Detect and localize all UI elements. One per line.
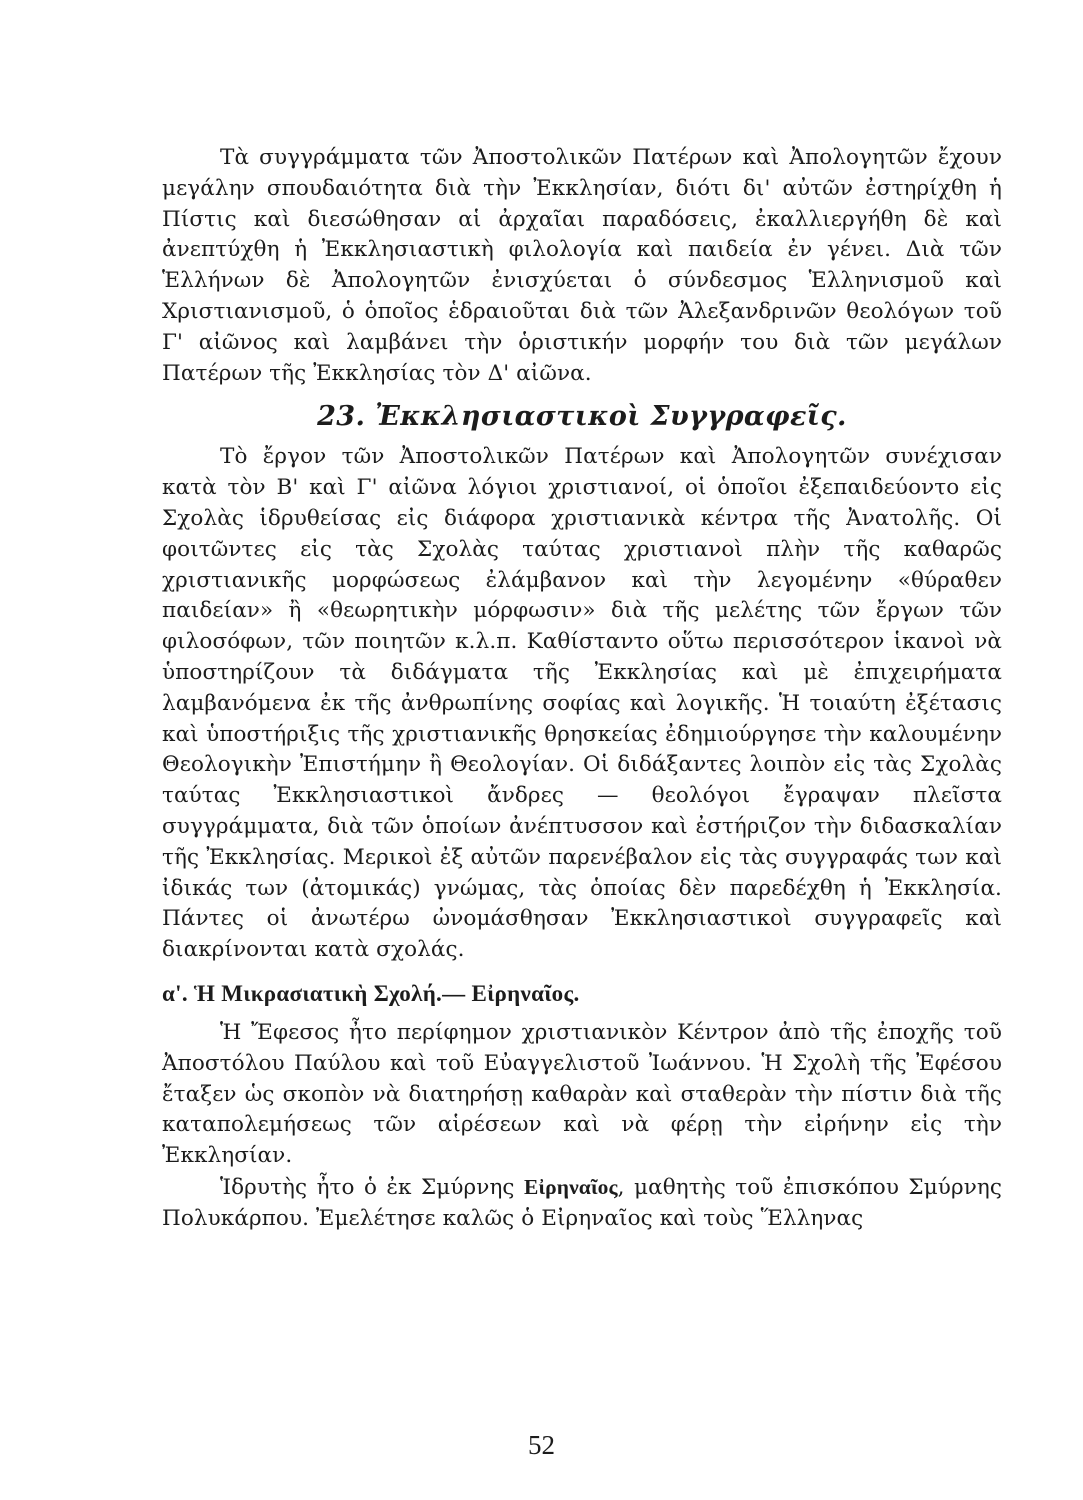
- page-body: [162, 143, 1002, 1235]
- text-before-name: Ἱδρυτὴς ἦτο ὁ ἐκ Σμύρνης: [220, 1174, 524, 1200]
- subsection-heading: α'. Ἡ Μικρασιατικὴ Σχολή.— Εἰρηναῖος.: [162, 980, 580, 1006]
- intro-paragraph: Τὰ συγγράμματα τῶν Ἀποστολικῶν Πατέρων καὶ Ἀπολογητῶν ἔχουν μεγάλην σπουδαιότητα διὰ τὴν Ἐκκλησίαν, διότι δι' αὐτῶν ἐστηρίχθη ἡ Πίστις καὶ διεσώθησαν αἱ ἀρχαῖαι παραδόσεις, ἐκαλλιεργήθη δὲ καὶ ἀνεπτύχθη ἡ Ἐκκλησιαστικὴ φιλολογία καὶ παιδεία ἐν γένει. Διὰ τῶν Ἑλλήνων δὲ Ἀπολογητῶν ἐνισχύεται ὁ σύνδεσμος Ἑλληνισμοῦ καὶ Χριστιανισμοῦ, ὁ ὁποῖος ἑδραιοῦται διὰ τῶν Ἀλεξανδρινῶν θεολόγων τοῦ Γ' αἰῶνος καὶ λαμβάνει τὴν ὁριστικήν μορφήν του διὰ τῶν μεγάλων Πατέρων τῆς Ἐκκλησίας τὸν Δ' αἰῶνα.: [162, 145, 1002, 386]
- section-heading: 23. Ἐκκλησιαστικοὶ Συγγραφεῖς.: [317, 401, 847, 433]
- text-after-name: , μαθητὴς τοῦ ἐπισκόπου Σμύρνης Πολυκάρπου. Ἐμελέτησε καλῶς ὁ Εἰρηναῖος καὶ τοὺς Ἕλληνας: [162, 1174, 1002, 1231]
- name-eirenaios: Εἰρηναῖος: [523, 1174, 618, 1199]
- subsection-paragraph-2: [162, 1172, 1002, 1235]
- section-paragraph: Τὸ ἔργον τῶν Ἀποστολικῶν Πατέρων καὶ Ἀπολογητῶν συνέχισαν κατὰ τὸν Β' καὶ Γ' αἰῶνα λόγιοι χριστιανοί, οἱ ὁποῖοι ἐξεπαιδεύοντο εἰς Σχολὰς ἱδρυθείσας εἰς διάφορα χριστιανικὰ κέντρα τῆς Ἀνατολῆς. Οἱ φοιτῶντες εἰς τὰς Σχολὰς ταύτας χριστιανοὶ πλὴν τῆς καθαρῶς χριστιανικῆς μορφώσεως ἐλάμβανον καὶ τὴν λεγομένην «θύραθεν παιδείαν» ἢ «θεωρητικὴν μόρφωσιν» διὰ τῆς μελέτης τῶν ἔργων τῶν φιλοσόφων, τῶν ποιητῶν κ.λ.π. Καθίσταντο οὕτω περισσότερον ἱκανοὶ νὰ ὑποστηρίζουν τὰ διδάγματα τῆς Ἐκκλησίας καὶ μὲ ἐπιχειρήματα λαμβανόμενα ἐκ τῆς ἀνθρωπίνης σοφίας καὶ λογικῆς. Ἡ τοιαύτη ἐξέτασις καὶ ὑποστήριξις τῆς χριστιανικῆς θρησκείας ἐδημιούργησε τὴν καλουμένην Θεολογικὴν Ἐπιστήμην ἢ Θεολογίαν. Οἱ διδάξαντες λοιπὸν εἰς τὰς Σχολὰς ταύτας Ἐκκλησιαστικοὶ ἄνδρες — θεολόγοι ἔγραψαν πλεῖστα συγγράμματα, διὰ τῶν ὁποίων ἀνέπτυσσον καὶ ἐστήριζον τὴν διδασκαλίαν τῆς Ἐκκλησίας. Μερικοὶ ἐξ αὐτῶν παρενέβαλον εἰς τὰς συγγραφάς των καὶ ἰδικάς των (ἀτομικάς) γνώμας, τὰς ὁποίας δὲν παρεδέχθη ἡ Ἐκκλησία. Πάντες οἱ ἀνωτέρω ὠνομάσθησαν Ἐκκλησιαστικοὶ συγγραφεῖς καὶ διακρίνονται κατὰ σχολάς.: [162, 444, 1002, 963]
- subsection-paragraph-1: Ἡ Ἔφεσος ἦτο περίφημον χριστιανικὸν Κέντρον ἀπὸ τῆς ἐποχῆς τοῦ Ἀποστόλου Παύλου καὶ τοῦ Εὐαγγελιστοῦ Ἰωάννου. Ἡ Σχολὴ τῆς Ἐφέσου ἔταξεν ὡς σκοπὸν νὰ διατηρήσῃ καθαρὰν καὶ σταθερὰν τὴν πίστιν διὰ τῆς καταπολεμήσεως τῶν αἱρέσεων καὶ νὰ φέρῃ τὴν εἰρήνην εἰς τὴν Ἐκκλησίαν.: [162, 1019, 1002, 1169]
- page-number: 52: [528, 1430, 555, 1460]
